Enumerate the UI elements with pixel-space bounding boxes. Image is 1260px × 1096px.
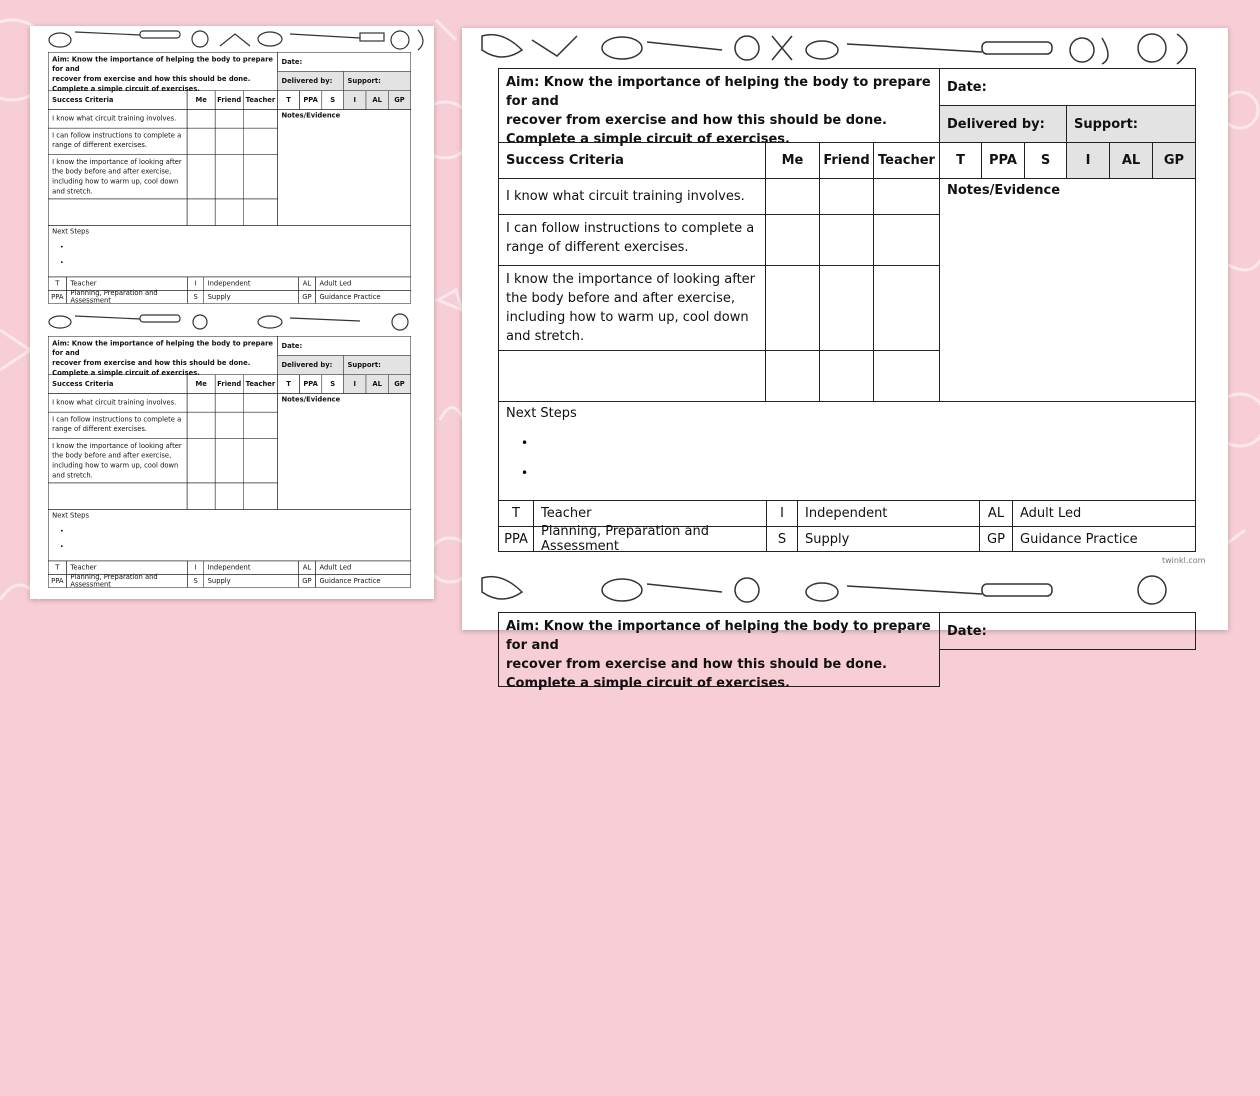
key-meaning-guidance-practice: Guidance Practice — [1012, 526, 1196, 552]
sports-border-art — [30, 310, 434, 334]
key-meaning-adult-led: Adult Led — [1012, 500, 1196, 527]
support-code-gp[interactable]: GP — [1152, 142, 1196, 179]
success-criteria-header: Success Criteria — [498, 142, 766, 179]
key-code-s: S — [766, 526, 798, 552]
key-meaning-independent: Independent — [797, 500, 980, 527]
key-code-gp: GP — [979, 526, 1013, 552]
key-meaning-teacher: Teacher — [533, 500, 767, 527]
delivered-by-field[interactable]: Delivered by: — [939, 105, 1067, 143]
criterion-3-me-box[interactable] — [765, 265, 820, 351]
support-code-i[interactable]: I — [1066, 142, 1110, 179]
form-small-bottom: Aim: Know the importance of helping the body to prepare for and recover from exercise and how this should be done. Complete a simple circuit of exercises. Date: Delivered by: Support: Success Criteria Me Friend Teacher T PPA S I AL GP I know what circuit training involves. I can follow instructions to complete a range of different exercises. I know the importance of looking after the body before and after exercise, including how to warm up, cool down and stretch. Notes/Evidence Next Steps • • T Teacher I Independent AL Adult Led PPA Planning, Preparation and Assessment S Supply GP Guidance Practice — [48, 336, 411, 588]
criterion-1-teacher-box[interactable] — [873, 178, 940, 215]
criterion-2-teacher-box[interactable] — [873, 214, 940, 266]
criterion-4-teacher-box[interactable] — [873, 350, 940, 402]
criterion-4-me-box[interactable] — [765, 350, 820, 402]
criterion-1: I know what circuit training involves. — [498, 178, 766, 215]
notes-evidence-box[interactable]: Notes/Evidence — [939, 178, 1196, 402]
column-teacher: Teacher — [873, 142, 940, 179]
criterion-3-friend-box[interactable] — [819, 265, 874, 351]
date-field[interactable]: Date: — [939, 68, 1196, 106]
criterion-1-me-box[interactable] — [765, 178, 820, 215]
criterion-1-friend-box[interactable] — [819, 178, 874, 215]
next-steps-bullet-2: • — [521, 466, 529, 480]
key-code-al: AL — [979, 500, 1013, 527]
next-steps-bullet-1: • — [521, 436, 529, 450]
form-large — [498, 68, 1196, 552]
criterion-3: I know the importance of looking after the body before and after exercise, including how to warm up, cool down and stretch. — [498, 265, 766, 351]
sports-border-art — [462, 28, 1228, 68]
criterion-2: I can follow instructions to complete a range of different exercises. — [498, 214, 766, 266]
key-code-ppa: PPA — [498, 526, 534, 552]
key-meaning-supply: Supply — [797, 526, 980, 552]
key-meaning-ppa: Planning, Preparation and Assessment — [533, 526, 767, 552]
next-steps-box[interactable]: Next Steps — [498, 401, 1196, 501]
brand-watermark: twinkl.com — [1162, 556, 1206, 565]
criterion-3-teacher-box[interactable] — [873, 265, 940, 351]
large-form-sheet — [462, 28, 1228, 691]
criterion-4-blank[interactable] — [498, 350, 766, 402]
support-code-al[interactable]: AL — [1109, 142, 1153, 179]
criterion-2-me-box[interactable] — [765, 214, 820, 266]
form-small-top: Aim: Know the importance of helping the body to prepare for and recover from exercise and how this should be done. Complete a simple circuit of exercises. Date: Delivered by: Support: Success Criteria Me Friend Teacher T PPA S I AL GP I know what circuit training involves. I can follow instructions to complete a range of different exercises. I know the importance of looking after the body before and after exercise, including how to warm up, cool down and stretch. Notes/Evidence Next Steps • • T Teacher I Independent AL Adult Led PPA Planning, Preparation and Assessment S Supply GP Guidance Practice — [48, 52, 411, 304]
small-preview-sheet — [30, 26, 434, 599]
support-code-t[interactable]: T — [939, 142, 982, 179]
column-me: Me — [765, 142, 820, 179]
aim-box: Aim: Know the importance of helping the body to prepare for and recover from exercise and how this should be done. Complete a simple circuit of exercises. — [498, 68, 940, 143]
key-code-t: T — [498, 500, 534, 527]
support-code-s[interactable]: S — [1024, 142, 1067, 179]
sports-border-art — [30, 26, 434, 54]
support-field[interactable]: Support: — [1066, 105, 1196, 143]
criterion-2-friend-box[interactable] — [819, 214, 874, 266]
support-code-ppa[interactable]: PPA — [981, 142, 1025, 179]
criterion-4-friend-box[interactable] — [819, 350, 874, 402]
form-large-next: Aim: Know the importance of helping the body to prepare for and recover from exercise and how this should be done. Complete a simple circuit of exercises. Date: — [498, 612, 1196, 1096]
key-code-i: I — [766, 500, 798, 527]
column-friend: Friend — [819, 142, 874, 179]
sports-border-art — [462, 570, 1228, 610]
